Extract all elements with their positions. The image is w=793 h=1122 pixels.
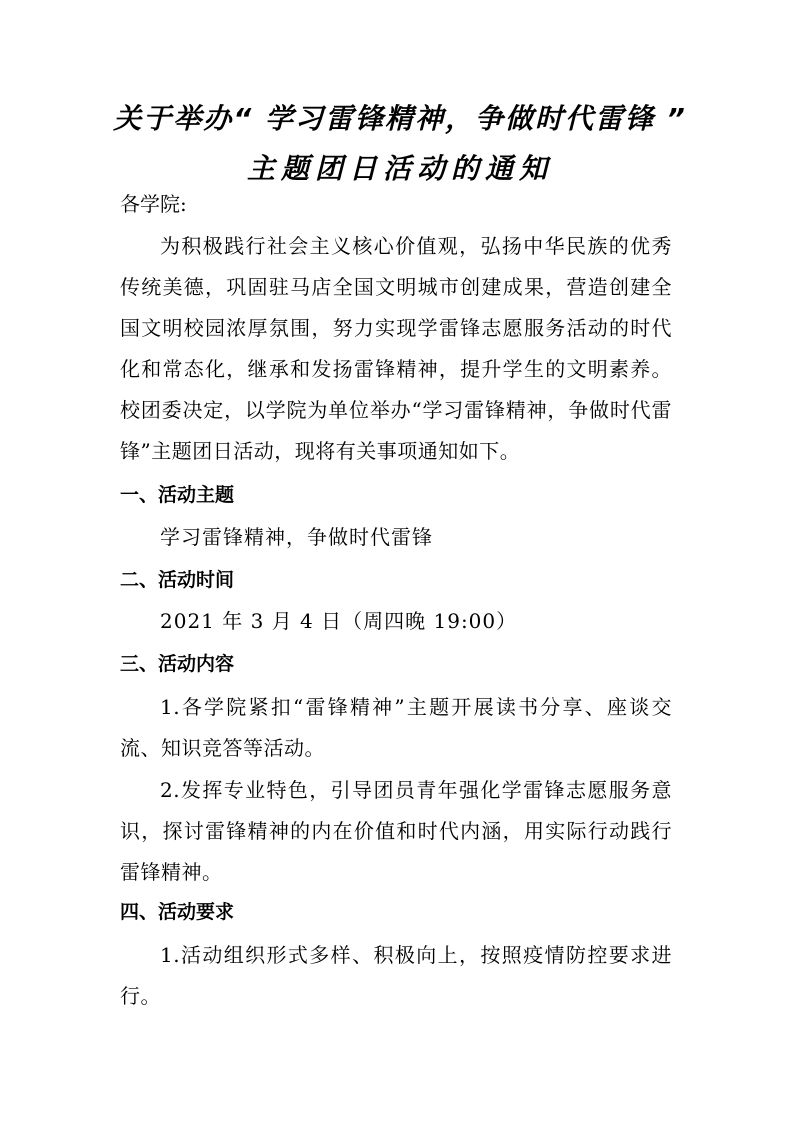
section-heading-theme: 一、活动主题	[120, 484, 235, 506]
intro-paragraph: 为积极践行社会主义核心价值观，弘扬中华民族的优秀传统美德，巩固驻马店全国文明城市创建成果，营造创建全国文明校园浓厚氛围，努力实现学雷锋志愿服务活动的时代化和常态化，继承和发扬雷锋精神，提升学生的文明素养。校团委决定，以学院为单位举办“学习雷锋精神，争做时代雷锋”主题团日活动，现将有关事项通知如下。	[120, 234, 672, 463]
section-heading-content: 三、活动内容	[120, 653, 235, 675]
salutation: 各学院:	[120, 192, 187, 216]
content-item-2: 2.发挥专业特色，引导团员青年强化学雷锋志愿服务意识，探讨雷锋精神的内在价值和时代内涵，用实际行动践行雷锋精神。	[120, 778, 672, 884]
content-item-1: 1.各学院紧扣“雷锋精神”主题开展读书分享、座谈交流、知识竞答等活动。	[120, 695, 672, 760]
document-title-line1: 关于举办“ 学习雷锋精神，争做时代雷锋 ”	[113, 102, 687, 135]
section-heading-requirements: 四、活动要求	[120, 901, 235, 923]
section-heading-time: 二、活动时间	[120, 569, 235, 591]
document-title-line2: 主题团日活动的通知	[246, 152, 553, 185]
requirement-item-1: 1.活动组织形式多样、积极向上，按照疫情防控要求进行。	[120, 943, 672, 1008]
section-body-theme: 学习雷锋精神，争做时代雷锋	[160, 525, 433, 549]
section-body-time: 2021 年 3 月 4 日（周四晚 19:00）	[160, 609, 518, 633]
